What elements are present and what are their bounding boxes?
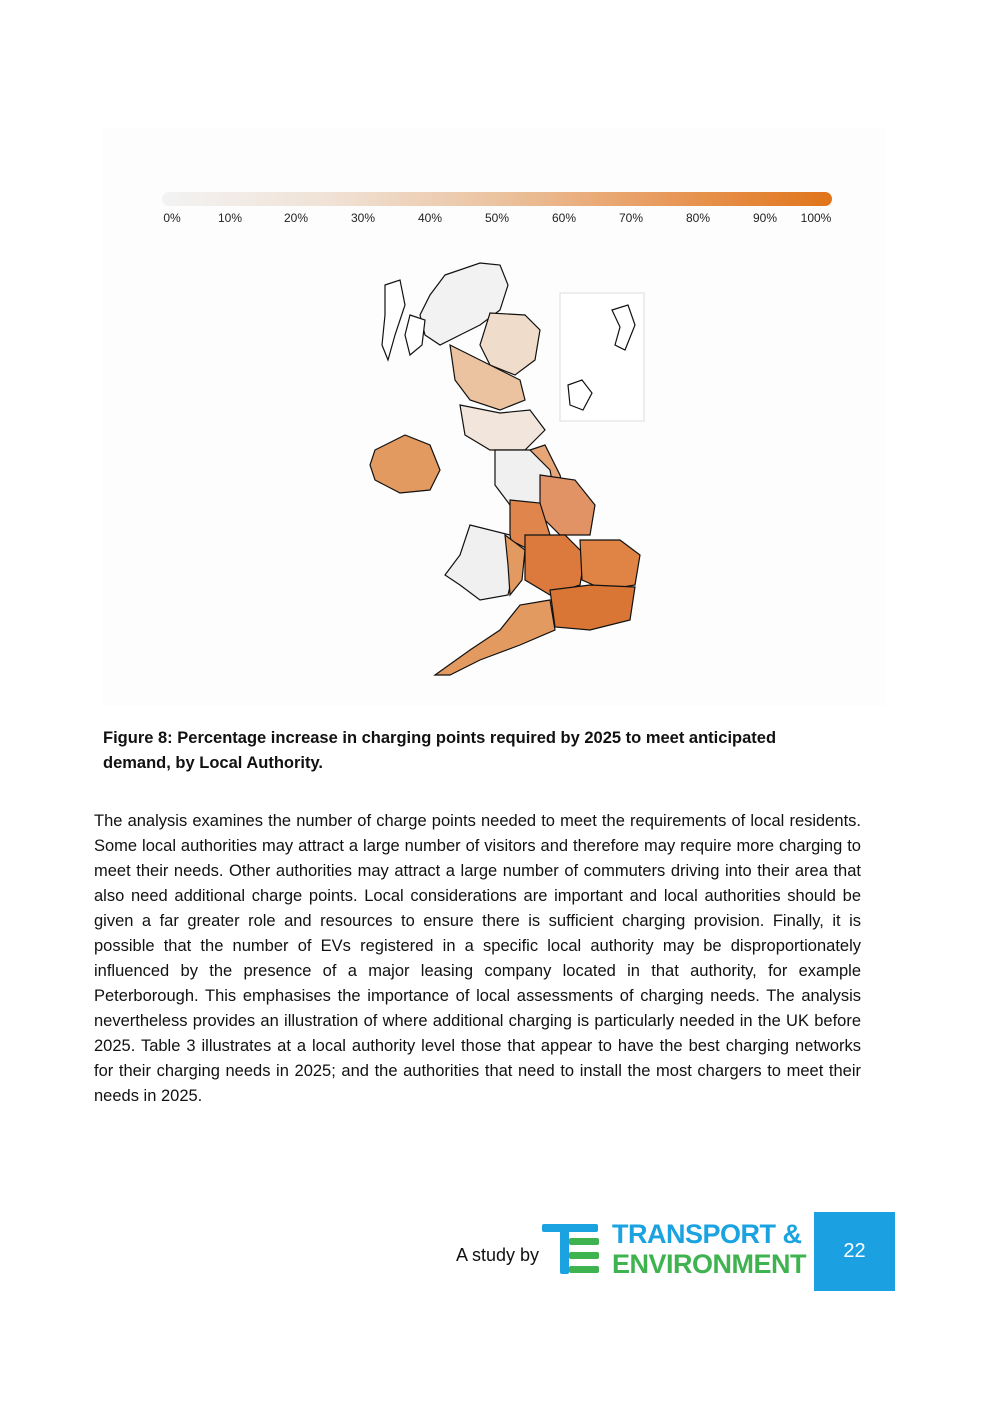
legend-tick-40: 40% [417,211,443,225]
map-region-east-anglia [580,540,640,590]
map-region-yorkshire [540,475,595,535]
uk-choropleth-map [350,235,650,685]
map-region-western-isles [382,280,405,360]
study-by-label: A study by [456,1245,540,1265]
legend-tick-90: 90% [752,211,778,225]
logo-text-environment: ENVIRONMENT [612,1249,807,1279]
te-logo-icon [542,1222,602,1276]
page-number: 22 [843,1240,866,1262]
logo-text-transport: TRANSPORT & [612,1219,802,1249]
figure-caption: Figure 8: Percentage increase in charging points required by 2025 to meet anticipated demand, by Local Authority. [103,729,777,772]
map-region-scotland-south [460,405,545,450]
legend-tick-60: 60% [551,211,577,225]
map-region-skye [405,315,425,355]
body-paragraph: The analysis examines the number of charge points needed to meet the requirements of local residents. Some local authorities may attract a large number of visitors and therefore may require more charging to meet their needs. Other authorities may attract a large number of commuters driving into their area that also need additional charge points. Local considerations are important and local authorities should be given a far greater role and resources to ensure there is sufficient charging provision. Finally, it is possible that the number of EVs registered in a specific local authority may be disproportionately influenced by the presence of a major leasing company located in that authority, for example Peterborough. This emphasises the importance of local assessments of charging needs. The analysis nevertheless provides an illustration of where additional charging is particularly needed in the UK before 2025. Table 3 illustrates at a local authority level those that appear to have the best charging networks for their charging needs in 2025; and the authorities that need to install the most chargers to meet their needs in 2025. [94,812,861,1105]
map-region-wales [445,525,515,600]
map-region-south-east [550,585,635,630]
map-region-south-west [435,600,555,675]
legend-tick-70: 70% [618,211,644,225]
legend-tick-30: 30% [350,211,376,225]
page-number-badge [814,1212,895,1291]
map-region-northern-ireland [370,435,440,493]
legend-tick-100: 100% [800,211,832,225]
legend-tick-20: 20% [283,211,309,225]
map-region-midlands [525,535,585,595]
legend-tick-10: 10% [217,211,243,225]
legend-tick-0: 0% [163,211,181,225]
color-scale-legend [162,192,832,206]
legend-tick-80: 80% [685,211,711,225]
legend-tick-50: 50% [484,211,510,225]
